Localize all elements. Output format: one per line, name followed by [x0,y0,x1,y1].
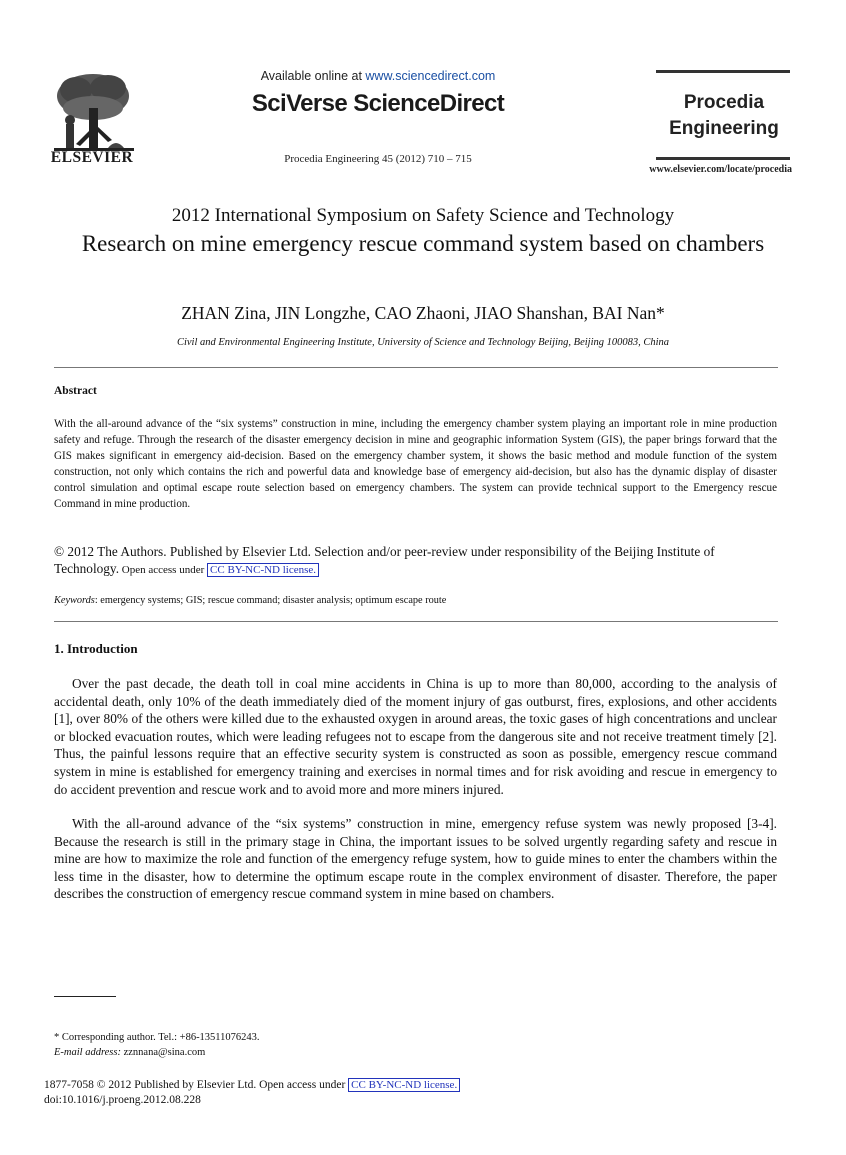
issn-line [44,1078,460,1092]
conference-name: 2012 International Symposium on Safety Science and Technology [171,205,675,226]
footer-license-link[interactable]: CC BY-NC-ND license. [348,1078,460,1092]
sciencedirect-link[interactable]: www.sciencedirect.com [365,69,496,83]
copyright-statement [54,543,777,579]
publisher-name: ELSEVIER [50,149,134,166]
affiliation: Civil and Environmental Engineering Institute, University of Science and Technology Beijing, Beijing 100083, China [176,337,670,348]
footnote-rule [54,996,116,997]
paper-title: Research on mine emergency rescue command system based on chambers [81,231,765,256]
journal-name-line1: Procedia [683,92,765,113]
journal-url[interactable]: www.elsevier.com/locate/procedia [649,164,792,175]
doi[interactable]: doi:10.1016/j.proeng.2012.08.228 [44,1094,201,1106]
email-label: E-mail address: [54,1047,121,1058]
abstract-text: With the all-around advance of the “six systems” construction in mine, including the emergency chamber system playing an important role in mine production safety and refuge. Through the research of the disaster emergency decision in mine and geographic information System (GIS), the paper brings forward that the GIS makes significant in emergency aid-decision. Based on the emergency chamber system, it shows the basic method and module function of the system construction, not only which contains the rich and powerful data and knowledge base of emergency aid-decision, but also has the dynamic display of disaster control simulation and optimal escape route selection based on emergency chambers. The system can provide technical support to the Emergency rescue Command in mine production. [54,418,777,510]
keywords-label: Keywords [54,595,95,606]
keywords-list: : emergency systems; GIS; rescue command; disaster analysis; optimum escape route [94,595,447,606]
intro-paragraph-1: Over the past decade, the death toll in coal mine accidents in China is up to more than 80,000, according to the analysis of accidental death, only 10% of the death immediately died of the moment injury of gas outburst, fires, explosions, and other accidents [1], over 80% of the others were killed due to the exhausted oxygen in around areas, the toxic gases of high concentrations and unclear or blocked evacuation routes, which were leading refugees not to escape from the dangerous site and not receive treatment timely [2]. Thus, the painful lessons require that an effective security system is constructed as soon as possible, emergency rescue command system in mine is established for emergency training and exercises in normal times and for risk avoiding and rescue in emergency to do accident prevention and rescue work and to avoid more and more miners injured. [54,676,777,797]
author-list: ZHAN Zina, JIN Longzhe, CAO Zhaoni, JIAO Shanshan, BAI Nan* [181,303,665,323]
journal-bottom-rule [656,157,790,160]
journal-name-line2: Engineering [669,118,779,139]
copyright-text: © 2012 The Authors. Published by Elsevier Ltd. Selection and/or peer-review under responsibility of the Beijing Institute of Technology. [54,544,715,576]
divider [54,367,778,368]
journal-name [660,90,788,142]
divider [54,621,778,622]
section-heading: 1. Introduction [54,641,138,656]
open-access-label: Open access under [119,564,208,576]
intro-paragraph-2: With the all-around advance of the “six systems” construction in mine, emergency refuse system was newly proposed [3-4]. Because the research is still in the primary stage in China, the important issues to be solved urgently regarding safety and rescue in mine are how to maximize the role and function of the emergency refuge system, how to guide mines to enter the chambers within the less time in the disaster, how to determine the optimum escape route in the complex environment of disaster. Therefore, the paper describes the construction of emergency rescue command system in mine based on chambers. [54,816,777,902]
platform-logo: SciVerse ScienceDirect [251,90,505,117]
available-prefix: Available online at [260,69,366,83]
keywords [54,595,777,606]
available-online [200,69,556,83]
email-footnote [54,1047,205,1058]
issn-text: 1877-7058 © 2012 Published by Elsevier Ltd. Open access under [44,1079,349,1091]
journal-reference: Procedia Engineering 45 (2012) 710 – 715 [284,153,472,165]
license-link[interactable]: CC BY-NC-ND license. [207,563,319,577]
corresponding-author: * Corresponding author. Tel.: +86-13511076243. [54,1032,260,1043]
journal-top-rule [656,70,790,73]
email-address[interactable]: zznnana@sina.com [120,1047,206,1058]
abstract-heading: Abstract [54,385,97,397]
